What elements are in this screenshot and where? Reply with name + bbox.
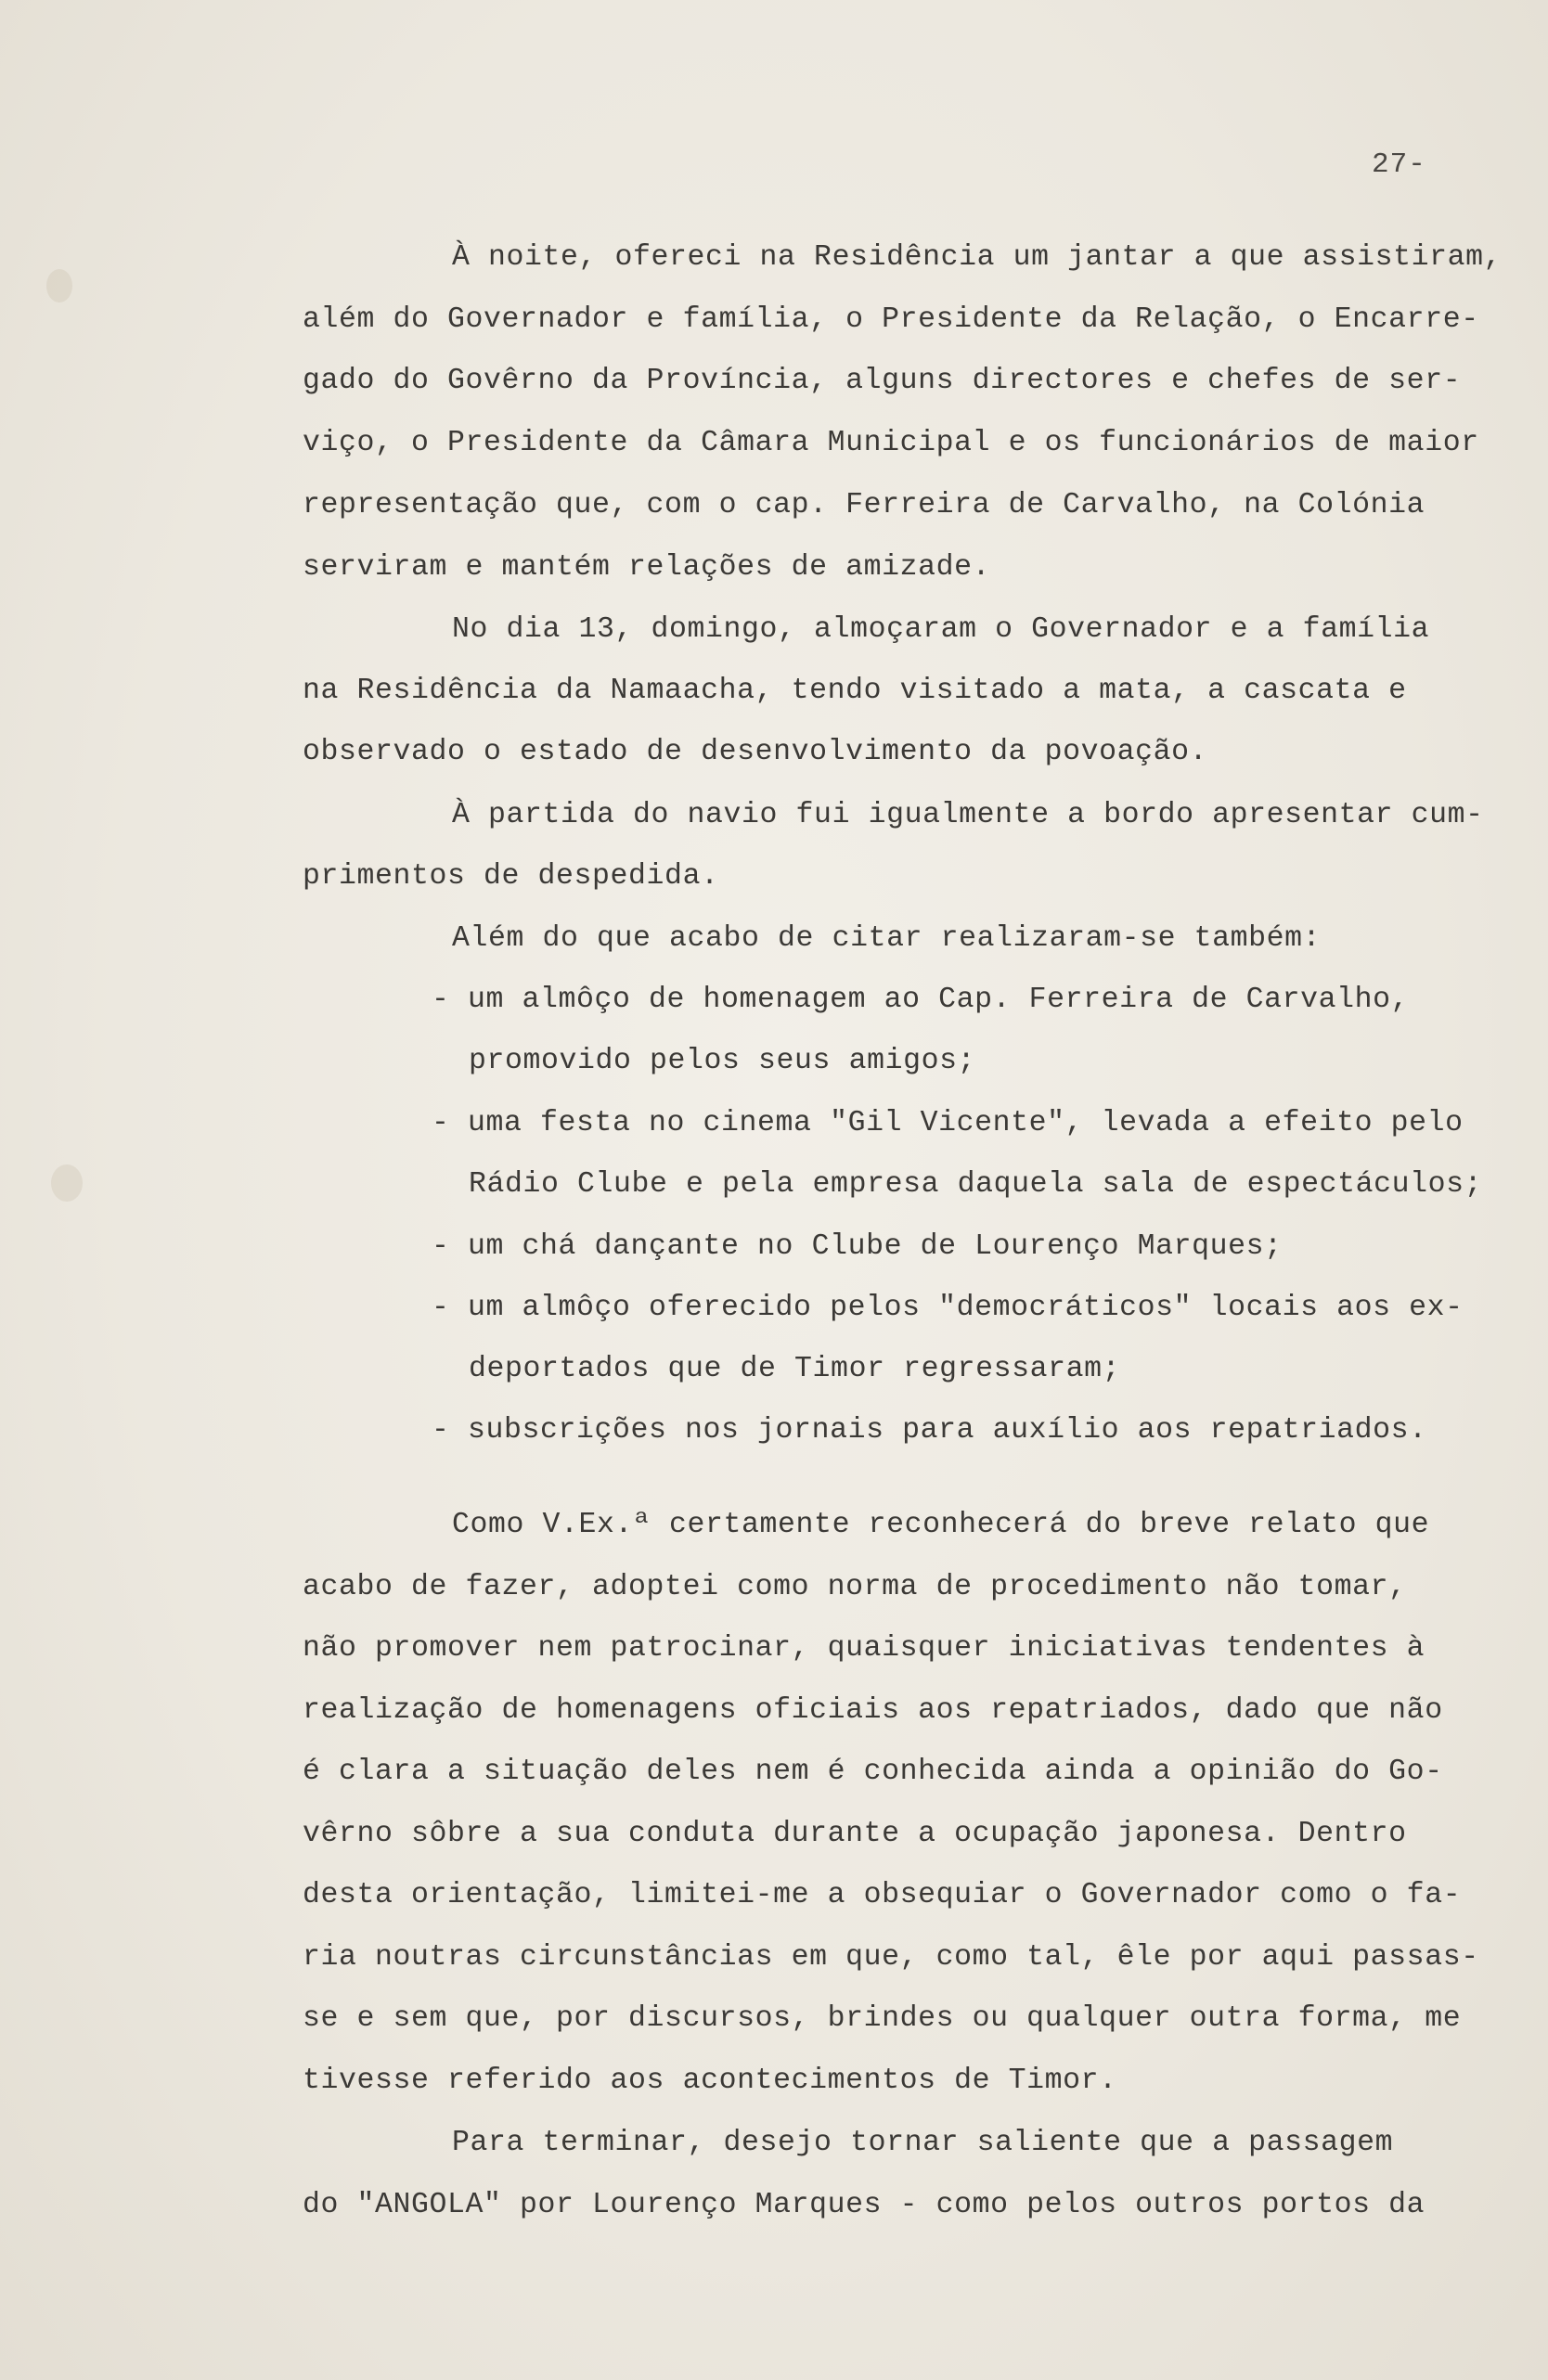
list-item: - um chá dançante no Clube de Lourenço Marques; [432,1230,1283,1263]
list-item: Rádio Clube e pela empresa daquela sala de espectáculos; [469,1168,1483,1201]
text-line: primentos de despedida. [303,860,719,893]
page-number: 27- [1372,148,1426,181]
text-line: gado do Govêrno da Província, alguns directores e chefes de ser- [303,365,1462,397]
list-item: - um almôço de homenagem ao Cap. Ferreira de Carvalho, [432,984,1410,1016]
text-line: do "ANGOLA" por Lourenço Marques - como pelos outros portos da [303,2189,1425,2221]
text-line: na Residência da Namaacha, tendo visitado a mata, a cascata e [303,675,1407,707]
text-line: ria noutras circunstâncias em que, como tal, êle por aqui passas- [303,1941,1479,1974]
text-line: vêrno sôbre a sua conduta durante a ocupação japonesa. Dentro [303,1818,1407,1850]
text-line: observado o estado de desenvolvimento da povoação. [303,736,1208,768]
text-line: realização de homenagens oficiais aos repatriados, dado que não [303,1694,1443,1727]
list-item: - um almôço oferecido pelos "democráticos" locais aos ex- [432,1292,1464,1324]
paper-stain-mark [46,269,72,302]
text-line: À noite, ofereci na Residência um jantar a que assistiram, [452,241,1503,274]
text-line: se e sem que, por discursos, brindes ou qualquer outra forma, me [303,2002,1462,2035]
paper-stain-mark [51,1164,83,1202]
list-item: - uma festa no cinema "Gil Vicente", levada a efeito pelo [432,1107,1464,1139]
text-line: representação que, com o cap. Ferreira de Carvalho, na Colónia [303,489,1425,521]
text-line: À partida do navio fui igualmente a bordo apresentar cum- [452,799,1484,831]
text-line: Como V.Ex.ª certamente reconhecerá do breve relato que [452,1509,1430,1541]
text-line: não promover nem patrocinar, quaisquer iniciativas tendentes à [303,1632,1425,1665]
text-line: tivesse referido aos acontecimentos de Timor. [303,2065,1117,2097]
text-line: No dia 13, domingo, almoçaram o Governador e a família [452,613,1430,646]
text-line: acabo de fazer, adoptei como norma de procedimento não tomar, [303,1571,1407,1603]
text-line: desta orientação, limitei-me a obsequiar o Governador como o fa- [303,1879,1462,1911]
text-line: Para terminar, desejo tornar saliente que a passagem [452,2127,1394,2159]
text-line: serviram e mantém relações de amizade. [303,551,991,584]
text-line: Além do que acabo de citar realizaram-se também: [452,922,1322,955]
text-line: é clara a situação deles nem é conhecida ainda a opinião do Go- [303,1756,1443,1788]
text-line: além do Governador e família, o Presidente da Relação, o Encarre- [303,303,1479,336]
list-item: - subscrições nos jornais para auxílio aos repatriados. [432,1414,1427,1447]
text-line: viço, o Presidente da Câmara Municipal e os funcionários de maior [303,427,1479,459]
list-item: deportados que de Timor regressaram; [469,1353,1121,1385]
list-item: promovido pelos seus amigos; [469,1045,976,1077]
